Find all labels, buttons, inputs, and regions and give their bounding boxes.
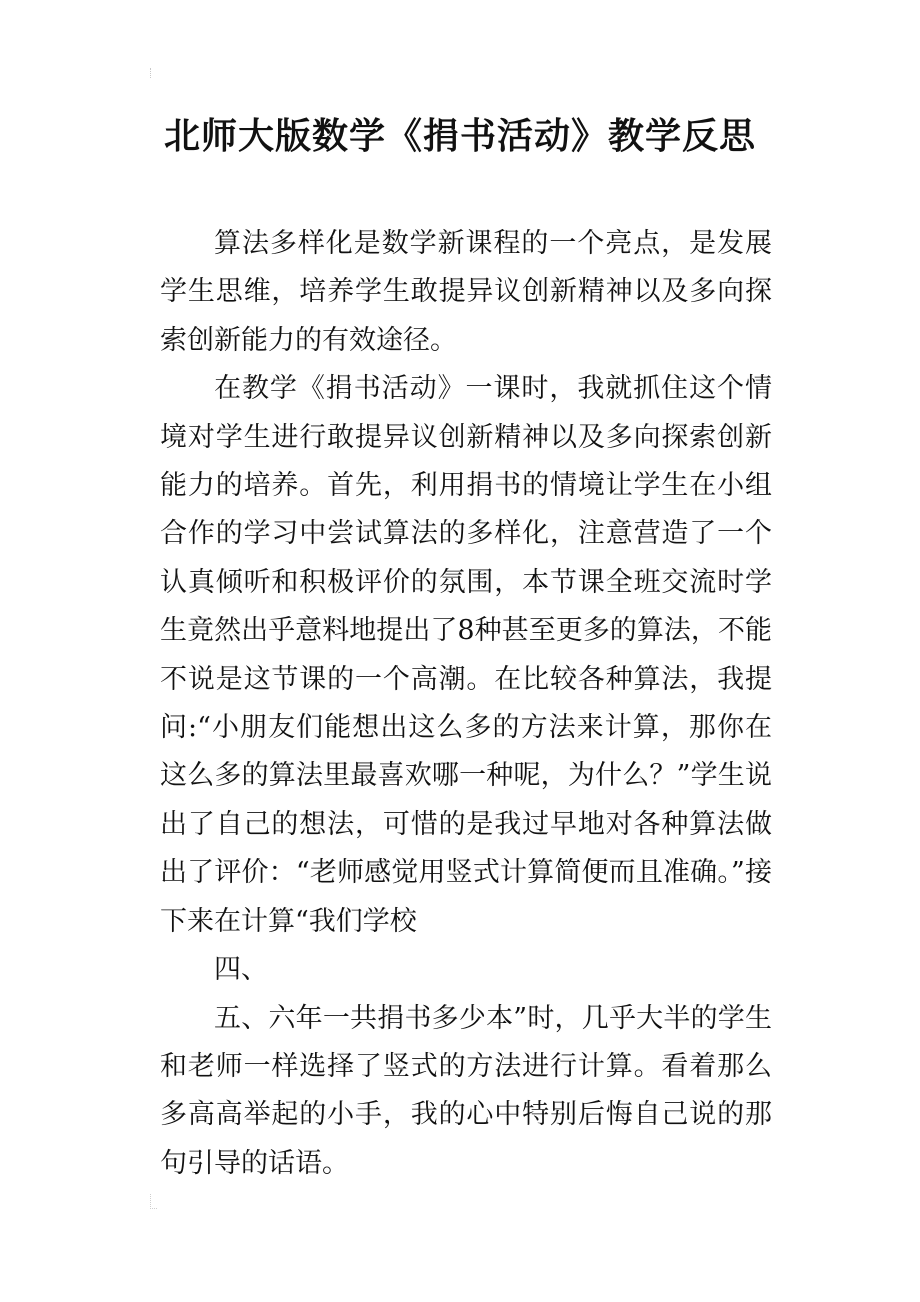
paragraph: 五、六年一共捐书多少本”时，几乎大半的学生和老师一样选择了竖式的方法进行计算。看着那么多高高举起的小手，我的心中特别后悔自己说的那句引导的话语。 <box>160 1002 772 1179</box>
paragraph: 在教学《捐书活动》一课时，我就抓住这个情境对学生进行敢提异议创新精神以及多向探索创新能力的培养。首先，利用捐书的情境让学生在小组合作的学习中尝试算法的多样化，注意营造了一个认真倾听和积极评价的氛围，本节课全班交流时学生竟然出乎意料地提出了8种甚至更多的算法，不能不说是这节课的一个高潮。在比较各种算法，我提问:“小朋友们能想出这么多的方法来计算，那你在这么多的算法里最喜欢哪一种呢，为什么？”学生说出了自己的想法，可惜的是我过早地对各种算法做出了评价：“老师感觉用竖式计算简便而且准确。”接下来在计算“我们学校 <box>160 373 772 937</box>
paragraph: 四、 <box>214 954 268 986</box>
document-body <box>160 220 772 1188</box>
document-title: 北师大版数学《捐书活动》教学反思 <box>163 116 756 157</box>
scan-mark <box>150 1194 157 1209</box>
scan-mark <box>150 68 155 78</box>
paragraph: 算法多样化是数学新课程的一个亮点，是发展学生思维，培养学生敢提异议创新精神以及多向探索创新能力的有效途径。 <box>160 228 772 356</box>
